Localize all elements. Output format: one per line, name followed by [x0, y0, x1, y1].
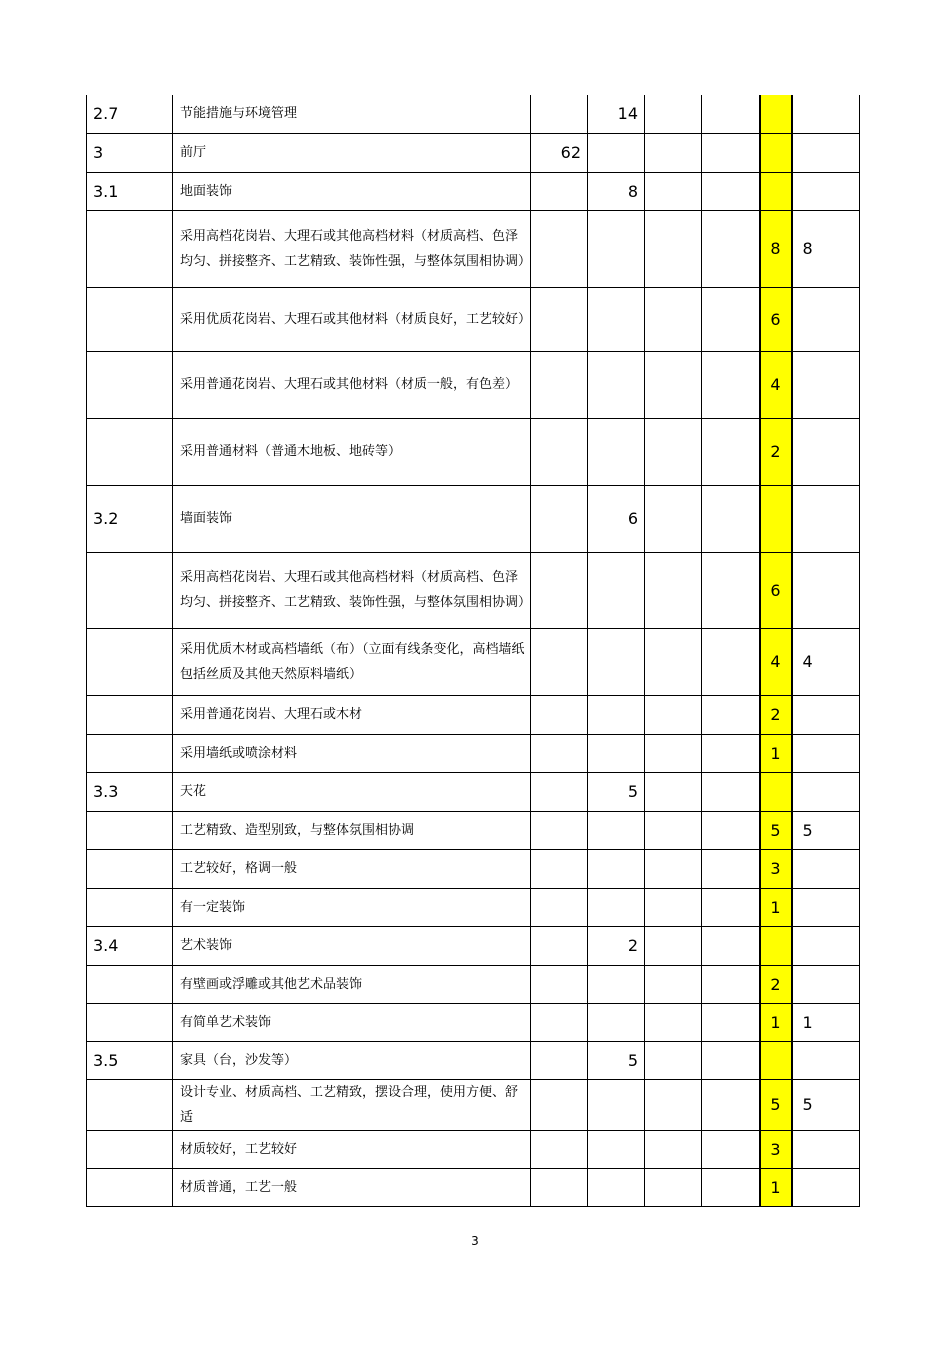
row-blank-col: [702, 133, 760, 172]
row-awarded-score: 5: [792, 811, 860, 849]
row-total-points: [531, 172, 588, 210]
row-blank-col: [702, 628, 760, 695]
row-blank-col: [702, 1003, 760, 1041]
row-option-score: 3: [760, 1130, 792, 1168]
row-blank-col: [702, 485, 760, 552]
row-total-points: [531, 552, 588, 628]
row-awarded-score: [792, 172, 860, 210]
table-row: [87, 133, 860, 172]
row-sub-points: [588, 210, 645, 287]
row-blank-col: [702, 1041, 760, 1079]
row-total-points: [531, 1168, 588, 1206]
table-row: [87, 552, 860, 628]
row-awarded-score: [792, 965, 860, 1003]
row-total-points: [531, 1079, 588, 1130]
row-item-text: 材质普通，工艺一般: [173, 1168, 531, 1206]
row-code: 3.5: [87, 1041, 173, 1079]
row-total-points: [531, 418, 588, 485]
row-blank-col: [645, 1041, 702, 1079]
row-option-score: [760, 485, 792, 552]
row-total-points: [531, 926, 588, 965]
table-body: [87, 95, 860, 1206]
row-item-text: 材质较好，工艺较好: [173, 1130, 531, 1168]
row-option-score: 4: [760, 628, 792, 695]
row-item-text: 有简单艺术装饰: [173, 1003, 531, 1041]
row-item-text: 工艺精致、造型别致，与整体氛围相协调: [173, 811, 531, 849]
row-blank-col: [645, 351, 702, 418]
row-total-points: [531, 351, 588, 418]
row-total-points: [531, 888, 588, 926]
row-item-text: 有壁画或浮雕或其他艺术品装饰: [173, 965, 531, 1003]
row-sub-points: [588, 1003, 645, 1041]
row-sub-points: [588, 418, 645, 485]
row-awarded-score: [792, 287, 860, 351]
table-row: [87, 1041, 860, 1079]
table-row: [87, 811, 860, 849]
row-blank-col: [702, 965, 760, 1003]
row-sub-points: 2: [588, 926, 645, 965]
row-item-text: 采用普通花岗岩、大理石或木材: [173, 695, 531, 734]
table-row: [87, 772, 860, 811]
row-sub-points: 14: [588, 95, 645, 133]
row-option-score: [760, 1041, 792, 1079]
row-blank-col: [645, 1003, 702, 1041]
row-item-text: 工艺较好，格调一般: [173, 849, 531, 888]
table-row: [87, 734, 860, 772]
row-blank-col: [645, 772, 702, 811]
row-blank-col: [702, 811, 760, 849]
row-item-text: 采用高档花岗岩、大理石或其他高档材料（材质高档、色泽均匀、拼接整齐、工艺精致、装饰性强，与整体氛围相协调）: [173, 552, 531, 628]
row-blank-col: [645, 172, 702, 210]
row-option-score: 5: [760, 811, 792, 849]
row-awarded-score: [792, 849, 860, 888]
row-code: [87, 695, 173, 734]
row-blank-col: [645, 95, 702, 133]
row-code: [87, 888, 173, 926]
row-code: [87, 287, 173, 351]
row-blank-col: [645, 552, 702, 628]
row-total-points: [531, 1041, 588, 1079]
row-awarded-score: [792, 888, 860, 926]
row-total-points: 62: [531, 133, 588, 172]
row-item-text: 地面装饰: [173, 172, 531, 210]
row-total-points: [531, 695, 588, 734]
row-blank-col: [702, 287, 760, 351]
row-total-points: [531, 628, 588, 695]
row-sub-points: [588, 351, 645, 418]
row-blank-col: [645, 133, 702, 172]
row-code: [87, 1003, 173, 1041]
row-blank-col: [645, 485, 702, 552]
row-option-score: 3: [760, 849, 792, 888]
row-sub-points: [588, 888, 645, 926]
row-sub-points: [588, 552, 645, 628]
row-awarded-score: [792, 418, 860, 485]
row-code: 3.4: [87, 926, 173, 965]
row-item-text: 采用墙纸或喷涂材料: [173, 734, 531, 772]
row-blank-col: [645, 287, 702, 351]
table-row: [87, 1003, 860, 1041]
row-option-score: [760, 95, 792, 133]
row-total-points: [531, 734, 588, 772]
row-option-score: 5: [760, 1079, 792, 1130]
row-sub-points: [588, 965, 645, 1003]
table-row: [87, 1130, 860, 1168]
row-sub-points: [588, 734, 645, 772]
row-awarded-score: [792, 1041, 860, 1079]
row-option-score: 1: [760, 888, 792, 926]
row-blank-col: [645, 849, 702, 888]
row-blank-col: [645, 888, 702, 926]
row-code: 3.2: [87, 485, 173, 552]
row-awarded-score: [792, 1130, 860, 1168]
row-option-score: [760, 772, 792, 811]
row-item-text: 设计专业、材质高档、工艺精致，摆设合理，使用方便、舒适: [173, 1079, 531, 1130]
row-option-score: 6: [760, 287, 792, 351]
row-code: [87, 1130, 173, 1168]
row-blank-col: [645, 628, 702, 695]
row-item-text: 采用优质花岗岩、大理石或其他材料（材质良好，工艺较好）: [173, 287, 531, 351]
row-code: [87, 1168, 173, 1206]
table-row: [87, 485, 860, 552]
row-item-text: 采用优质木材或高档墙纸（布）（立面有线条变化，高档墙纸包括丝质及其他天然原料墙纸）: [173, 628, 531, 695]
row-option-score: 1: [760, 734, 792, 772]
row-awarded-score: 4: [792, 628, 860, 695]
row-blank-col: [702, 772, 760, 811]
row-option-score: 1: [760, 1168, 792, 1206]
row-sub-points: 8: [588, 172, 645, 210]
row-option-score: 4: [760, 351, 792, 418]
row-sub-points: [588, 1079, 645, 1130]
row-blank-col: [702, 210, 760, 287]
row-option-score: 2: [760, 418, 792, 485]
row-sub-points: [588, 133, 645, 172]
row-item-text: 天花: [173, 772, 531, 811]
table-row: [87, 926, 860, 965]
row-code: [87, 849, 173, 888]
row-blank-col: [645, 695, 702, 734]
row-code: [87, 552, 173, 628]
row-blank-col: [645, 418, 702, 485]
row-blank-col: [702, 695, 760, 734]
row-code: 3.1: [87, 172, 173, 210]
row-code: [87, 628, 173, 695]
table-row: [87, 210, 860, 287]
row-sub-points: [588, 849, 645, 888]
row-item-text: 墙面装饰: [173, 485, 531, 552]
row-sub-points: 6: [588, 485, 645, 552]
row-sub-points: [588, 811, 645, 849]
row-sub-points: 5: [588, 1041, 645, 1079]
row-blank-col: [645, 210, 702, 287]
row-total-points: [531, 849, 588, 888]
row-blank-col: [702, 849, 760, 888]
table-row: [87, 287, 860, 351]
row-total-points: [531, 1003, 588, 1041]
row-blank-col: [702, 552, 760, 628]
row-sub-points: 5: [588, 772, 645, 811]
row-blank-col: [645, 1079, 702, 1130]
table-row: [87, 849, 860, 888]
scoring-table: [86, 95, 860, 1207]
row-awarded-score: [792, 734, 860, 772]
row-code: [87, 1079, 173, 1130]
row-total-points: [531, 287, 588, 351]
row-total-points: [531, 210, 588, 287]
row-code: 3: [87, 133, 173, 172]
row-total-points: [531, 1130, 588, 1168]
table-row: [87, 1168, 860, 1206]
row-awarded-score: [792, 133, 860, 172]
table-row: [87, 172, 860, 210]
table-row: [87, 888, 860, 926]
row-sub-points: [588, 1130, 645, 1168]
row-blank-col: [702, 734, 760, 772]
row-blank-col: [702, 95, 760, 133]
row-code: 2.7: [87, 95, 173, 133]
row-awarded-score: 1: [792, 1003, 860, 1041]
row-blank-col: [702, 926, 760, 965]
row-code: [87, 734, 173, 772]
table-row: [87, 351, 860, 418]
row-item-text: 家具（台，沙发等）: [173, 1041, 531, 1079]
row-blank-col: [702, 1079, 760, 1130]
row-item-text: 采用普通花岗岩、大理石或其他材料（材质一般，有色差）: [173, 351, 531, 418]
row-blank-col: [702, 1168, 760, 1206]
table-row: [87, 628, 860, 695]
row-option-score: 2: [760, 965, 792, 1003]
row-blank-col: [645, 965, 702, 1003]
row-blank-col: [702, 418, 760, 485]
row-blank-col: [645, 926, 702, 965]
row-blank-col: [645, 811, 702, 849]
row-blank-col: [702, 1130, 760, 1168]
row-option-score: [760, 133, 792, 172]
row-option-score: 1: [760, 1003, 792, 1041]
row-code: 3.3: [87, 772, 173, 811]
row-item-text: 有一定装饰: [173, 888, 531, 926]
row-blank-col: [702, 351, 760, 418]
row-option-score: 6: [760, 552, 792, 628]
table-row: [87, 1079, 860, 1130]
page-number: 3: [471, 1234, 479, 1248]
row-awarded-score: [792, 95, 860, 133]
table-row: [87, 95, 860, 133]
row-code: [87, 351, 173, 418]
row-sub-points: [588, 287, 645, 351]
table-row: [87, 418, 860, 485]
row-item-text: 前厅: [173, 133, 531, 172]
row-awarded-score: [792, 772, 860, 811]
row-option-score: [760, 172, 792, 210]
row-item-text: 节能措施与环境管理: [173, 95, 531, 133]
row-total-points: [531, 95, 588, 133]
row-awarded-score: [792, 351, 860, 418]
row-awarded-score: 8: [792, 210, 860, 287]
row-awarded-score: 5: [792, 1079, 860, 1130]
row-total-points: [531, 485, 588, 552]
row-total-points: [531, 811, 588, 849]
row-awarded-score: [792, 695, 860, 734]
row-option-score: 8: [760, 210, 792, 287]
table-row: [87, 965, 860, 1003]
row-blank-col: [702, 172, 760, 210]
row-total-points: [531, 772, 588, 811]
row-item-text: 艺术装饰: [173, 926, 531, 965]
row-sub-points: [588, 1168, 645, 1206]
row-awarded-score: [792, 1168, 860, 1206]
row-blank-col: [645, 1168, 702, 1206]
row-sub-points: [588, 628, 645, 695]
row-item-text: 采用普通材料（普通木地板、地砖等）: [173, 418, 531, 485]
row-item-text: 采用高档花岗岩、大理石或其他高档材料（材质高档、色泽均匀、拼接整齐、工艺精致、装饰性强，与整体氛围相协调）: [173, 210, 531, 287]
table-row: [87, 695, 860, 734]
row-code: [87, 811, 173, 849]
row-code: [87, 418, 173, 485]
row-blank-col: [645, 1130, 702, 1168]
row-code: [87, 965, 173, 1003]
row-total-points: [531, 965, 588, 1003]
row-code: [87, 210, 173, 287]
row-option-score: [760, 926, 792, 965]
row-awarded-score: [792, 552, 860, 628]
row-sub-points: [588, 695, 645, 734]
row-awarded-score: [792, 926, 860, 965]
row-blank-col: [702, 888, 760, 926]
row-option-score: 2: [760, 695, 792, 734]
row-awarded-score: [792, 485, 860, 552]
row-blank-col: [645, 734, 702, 772]
